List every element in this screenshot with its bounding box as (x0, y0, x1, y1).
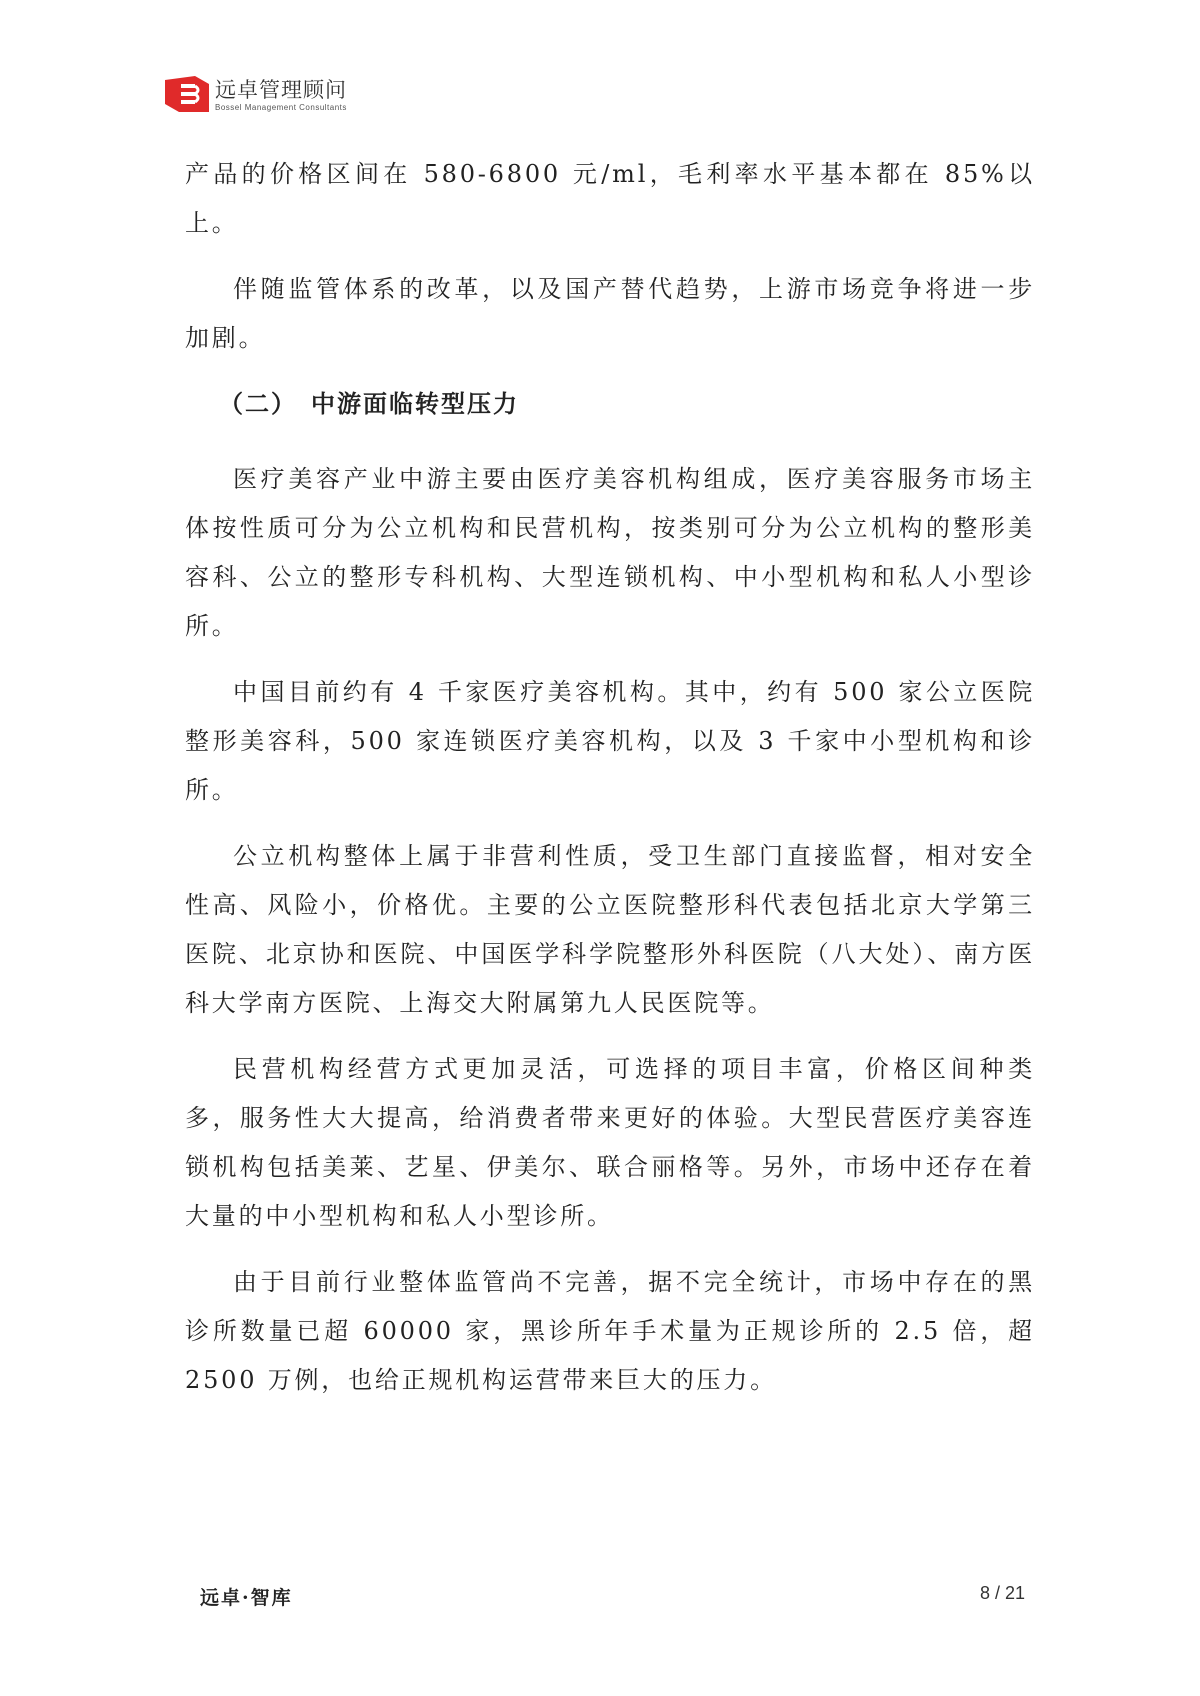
paragraph-1: 产品的价格区间在 580-6800 元/ml，毛利率水平基本都在 85%以上。 (185, 160, 1035, 237)
section-heading: （二） 中游面临转型压力 (219, 390, 519, 418)
footer-brand: 远卓·智库 (200, 1587, 293, 1609)
paragraph-2: 伴随监管体系的改革，以及国产替代趋势，上游市场竞争将进一步加剧。 (185, 275, 1035, 352)
paragraph-5: 公立机构整体上属于非营利性质，受卫生部门直接监督，相对安全性高、风险小，价格优。主要的公立医院整形科代表包括北京大学第三医院、北京协和医院、中国医学科学院整形外科医院（八大处）、南方医科大学南方医院、上海交大附属第九人民医院等。 (185, 842, 1035, 1017)
paragraph-7: 由于目前行业整体监管尚不完善，据不完全统计，市场中存在的黑诊所数量已超 60000 家，黑诊所年手术量为正规诊所的 2.5 倍，超 2500 万例，也给正规机构运营带来巨大的压力。 (185, 1268, 1035, 1394)
paragraph-6: 民营机构经营方式更加灵活，可选择的项目丰富，价格区间种类多，服务性大大提高，给消费者带来更好的体验。大型民营医疗美容连锁机构包括美莱、艺星、伊美尔、联合丽格等。另外，市场中还存在着大量的中小型机构和私人小型诊所。 (185, 1055, 1035, 1230)
page-number: 8 / 21 (980, 1583, 1026, 1603)
page-header (165, 70, 465, 120)
brand-logo-icon (165, 76, 209, 112)
paragraph-3: 医疗美容产业中游主要由医疗美容机构组成，医疗美容服务市场主体按性质可分为公立机构和民营机构，按类别可分为公立机构的整形美容科、公立的整形专科机构、大型连锁机构、中小型机构和私人小型诊所。 (185, 465, 1035, 640)
document-body (185, 150, 1035, 1422)
paragraph-4: 中国目前约有 4 千家医疗美容机构。其中，约有 500 家公立医院整形美容科，500 家连锁医疗美容机构，以及 3 千家中小型机构和诊所。 (185, 678, 1035, 804)
logo-subtitle: Bossel Management Consultants (215, 103, 347, 112)
logo-text: 远卓管理顾问 (215, 78, 347, 102)
